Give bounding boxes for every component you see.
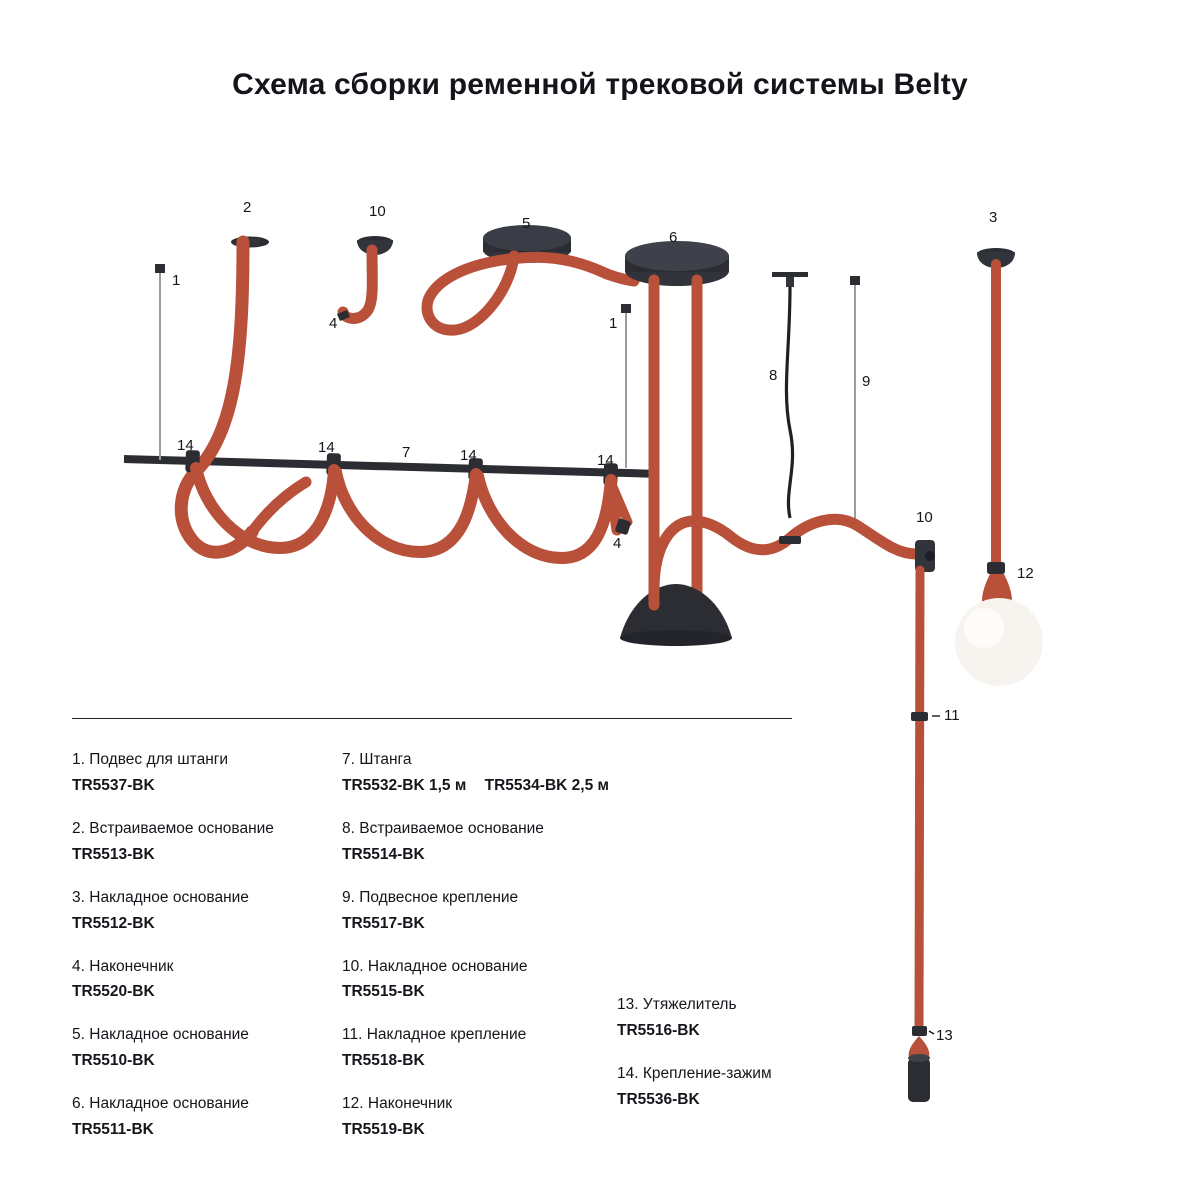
recessed-base-8	[772, 272, 808, 518]
strap-from-base-2	[181, 242, 306, 552]
legend-item-name: Утяжелитель	[642, 996, 737, 1013]
legend-item-number: 2.	[72, 819, 85, 837]
surface-base-6	[625, 241, 729, 286]
legend-item-number: 5.	[72, 1026, 85, 1044]
page-title: Схема сборки ременной трековой системы Belty	[232, 68, 968, 101]
legend-item-code: TR5519-BK	[342, 1121, 425, 1139]
cable-clamp-plate	[779, 536, 801, 544]
legend-item-code: TR5516-BK	[617, 1021, 700, 1039]
callout-10-a: 10	[369, 203, 386, 220]
legend-item-code: TR5511-BK	[72, 1121, 154, 1139]
legend-item-name: Накладное крепление	[366, 1026, 527, 1044]
legend-item	[342, 957, 607, 1004]
cone-shade	[620, 584, 732, 646]
legend-item-code: TR5536-BK	[617, 1090, 700, 1108]
legend-item-code-alt: TR5534-BK 2,5 м	[484, 776, 609, 794]
legend-item-number: 7.	[342, 751, 355, 768]
callout-2: 2	[243, 199, 252, 216]
legend-item	[342, 888, 607, 935]
legend-column-3	[617, 750, 877, 1163]
legend-item-number: 1.	[72, 751, 85, 768]
callout-4-b: 4	[613, 535, 622, 552]
legend-item	[72, 888, 332, 935]
surface-clamp-11	[911, 712, 928, 721]
legend-item-code: TR5515-BK	[342, 983, 425, 1001]
pendant-mount-9	[850, 276, 860, 523]
callout-1: 1	[172, 272, 181, 289]
legend-item	[342, 1025, 607, 1072]
callout-8: 8	[769, 367, 778, 384]
legend-item-name: Накладное основание	[89, 888, 249, 906]
callout-4-a: 4	[329, 315, 338, 332]
callout-5: 5	[522, 215, 531, 232]
callout-9: 9	[862, 373, 871, 390]
callout-3: 3	[989, 209, 998, 226]
legend-item-name: Накладное основание	[367, 957, 528, 975]
legend-item	[342, 819, 607, 866]
legend-item-number: 14.	[617, 1064, 639, 1082]
legend-item-code: TR5537-BK	[72, 776, 155, 794]
legend-item-name: Встраиваемое основание	[89, 819, 274, 837]
legend-item	[72, 819, 332, 866]
legend-divider	[72, 718, 792, 719]
legend-item	[342, 750, 607, 797]
legend-item-name: Наконечник	[89, 957, 174, 975]
callout-14-b: 14	[318, 439, 335, 456]
legend-item-number: 8.	[342, 819, 355, 837]
legend-item	[617, 1064, 877, 1111]
legend-item-code: TR5520-BK	[72, 983, 155, 1001]
legend-item-number: 3.	[72, 888, 85, 906]
legend-item-code: TR5513-BK	[72, 845, 155, 863]
callout-6: 6	[669, 229, 678, 246]
legend-item-code: TR5512-BK	[72, 914, 155, 932]
callout-14-d: 14	[597, 452, 614, 469]
legend-item-name: Накладное основание	[89, 1095, 249, 1113]
legend-item-code: TR5514-BK	[342, 845, 425, 863]
legend-item-number: 11.	[342, 1026, 363, 1044]
legend-item-name: Крепление-зажим	[642, 1064, 772, 1082]
legend-item-code: TR5518-BK	[342, 1052, 425, 1070]
callout-13: 13	[936, 1027, 953, 1044]
legend-item-number: 6.	[72, 1095, 85, 1113]
legend-item-code: TR5532-BK 1,5 м	[342, 776, 467, 794]
callout-14-c: 14	[460, 447, 477, 464]
legend-item-code: TR5510-BK	[72, 1052, 155, 1070]
globe-shade	[955, 598, 1043, 686]
legend-item	[72, 1025, 332, 1072]
callout-10-b: 10	[916, 509, 933, 526]
callout-12: 12	[1017, 565, 1034, 582]
legend-item-name: Подвесное крепление	[359, 888, 519, 906]
legend-column-2	[342, 750, 617, 1163]
legend-item	[72, 1094, 332, 1141]
callout-14-a: 14	[177, 437, 194, 454]
legend-column-1	[72, 750, 342, 1163]
legend-item-code: TR5517-BK	[342, 914, 425, 932]
legend-item-number: 4.	[72, 957, 85, 975]
legend-item-name: Подвес для штанги	[89, 751, 229, 768]
legend-item	[617, 995, 877, 1042]
legend-item-number: 10.	[342, 957, 364, 975]
strap-5-to-6	[427, 256, 634, 330]
legend-item-name: Накладное основание	[89, 1026, 249, 1044]
legend-item-number: 12.	[342, 1095, 364, 1113]
legend-item-name: Штанга	[359, 751, 412, 768]
legend	[72, 750, 1132, 1163]
legend-item	[72, 750, 332, 797]
legend-item-name: Встраиваемое основание	[359, 819, 544, 837]
legend-item	[342, 1094, 607, 1141]
strap-from-base-10-a	[343, 250, 372, 319]
legend-item	[72, 957, 332, 1004]
legend-item-number: 9.	[342, 888, 355, 906]
callout-1-b: 1	[609, 315, 618, 332]
rod-suspension-wire-left	[155, 264, 165, 460]
legend-item-name: Наконечник	[367, 1095, 453, 1113]
callout-11: 11	[944, 707, 960, 724]
callout-7: 7	[402, 444, 411, 461]
rod-suspension-wire-right	[621, 304, 631, 468]
legend-item-number: 13.	[617, 996, 639, 1013]
